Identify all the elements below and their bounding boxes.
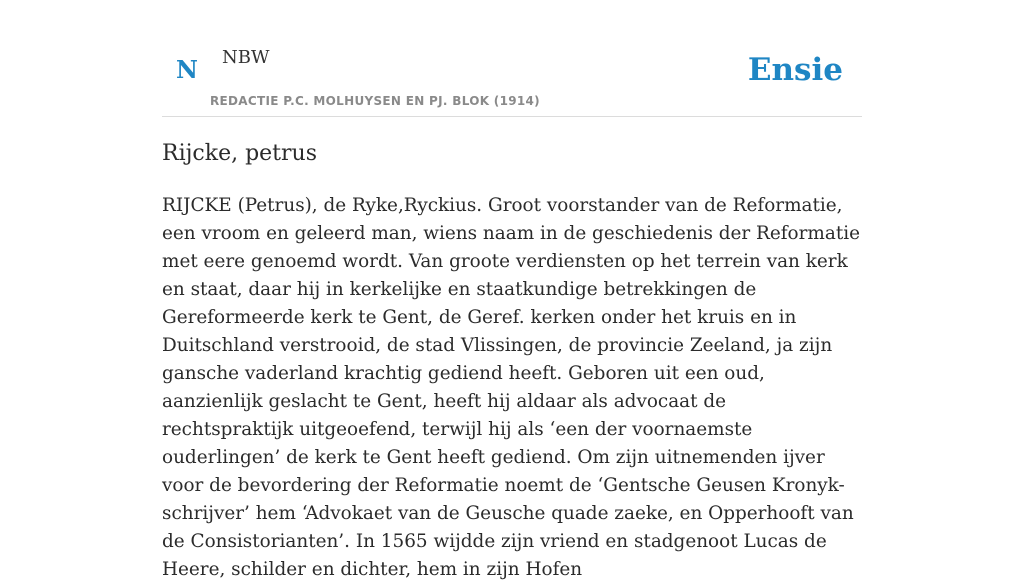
source-editors: REDACTIE P.C. MOLHUYSEN EN PJ. BLOK (1914): [210, 94, 540, 108]
article-body: RIJCKE (Petrus), de Ryke,Ryckius. Groot voorstander van de Reformatie, een vroom en geleerd man, wiens naam in de geschiedenis der Reformatie met eere genoemd wordt. Van groote verdiensten op het terrein van kerk en staat, daar hij in kerkelijke en staatkundige betrekkingen de Gereformeerde kerk te Gent, de Geref. kerken onder het kruis en in Duitschland verstrooid, de stad Vlissingen, de provincie Zeeland, ja zijn gansche vaderland krachtig gediend heeft. Geboren uit een oud, aanzienlijk geslacht te Gent, heeft hij aldaar als advocaat de rechtspraktijk uitgeoefend, terwijl hij als ‘een der voornaemste ouderlingen’ de kerk te Gent heeft gediend. Om zijn uitnemenden ijver voor de bevordering der Reformatie noemt de ‘Gentsche Geusen Kronyk-schrijver’ hem ‘Advokaet van de Geusche quade zaeke, en Opperhooft van de Consistorianten’. In 1565 wijdde zijn vriend en stadgenoot Lucas de Heere, schilder en dichter, hem in zijn Hofen: [162, 195, 860, 580]
source-name[interactable]: NBW: [222, 47, 270, 68]
page-title: Rijcke, petrus: [162, 141, 317, 166]
header: [162, 0, 862, 117]
source-logo[interactable]: N: [176, 55, 198, 84]
brand-logo[interactable]: Ensie: [747, 52, 843, 88]
